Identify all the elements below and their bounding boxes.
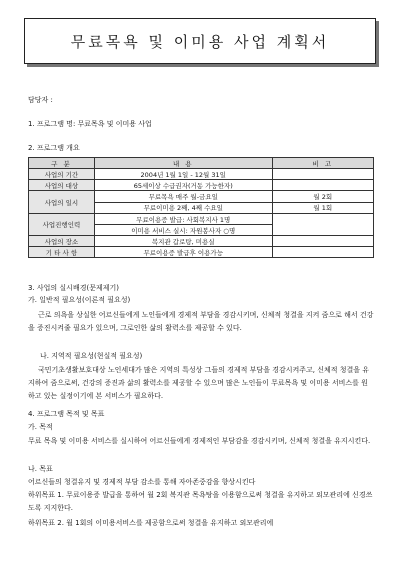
header-note: 비 고	[272, 158, 373, 169]
table-row	[29, 214, 374, 225]
header-category: 구 분	[29, 158, 95, 169]
section-4a-heading: 가. 목적	[28, 423, 53, 431]
row-category: 사업의 장소	[29, 236, 95, 247]
manager-label: 담당자 :	[28, 96, 53, 104]
row-content: 이미용 서비스 실시: 자원봉사자 ○명	[94, 225, 272, 236]
row-content: 무료목욕 매주 월-금요일	[94, 191, 272, 203]
section-3a-heading: 가. 일반적 필요성(이론적 필요성)	[28, 296, 131, 304]
table-row	[29, 191, 374, 203]
row-category: 사업의 일시	[29, 191, 95, 214]
row-category: 사업의 기간	[29, 169, 95, 180]
table-header-row	[29, 158, 374, 169]
row-note	[272, 247, 373, 258]
document-title: 무료목욕 및 이미용 사업 계획서	[70, 32, 330, 51]
table-row	[29, 169, 374, 180]
section-2-heading: 2. 프로그램 개요	[28, 144, 80, 152]
table-row	[29, 180, 374, 191]
section-3-heading: 3. 사업의 실시배경(문제제기)	[28, 284, 119, 292]
section-3a-body: 근로 의욕을 상실한 어르신들에게 노인들에게 경제적 부담을 경감시키며, 신체적 청결을 지켜 줌으로 해서 건강을 증진시켜줄 필요가 있으며, 그로인한 삶의 활력소를 제공할 수 있다.	[28, 311, 374, 332]
row-note	[272, 214, 373, 236]
section-4-heading: 4. 프로그램 목적 및 목표	[28, 410, 105, 418]
table-row	[29, 236, 374, 247]
section-3b-body: 국민기초생활보호대상 노인세대가 많은 지역의 특성상 그들의 경제적 부담을 경감시켜주고, 신체적 청결을 유지하여 줌으로써, 건강의 증진과 삶의 활력소를 제공할 수 있으며 많은 노인들이 무료목욕 및 이미용 서비스를 원하고 있는 실정이기에 본 서비스가 필요하다.	[28, 366, 369, 400]
title-box	[24, 18, 376, 64]
row-content: 무료이용증 발급: 사회복지사 1명	[94, 214, 272, 225]
header-content: 내 용	[94, 158, 272, 169]
row-note	[272, 180, 373, 191]
section-3b-heading: 나. 지역적 필요성(현실적 필요성)	[40, 352, 143, 360]
row-category: 사업진행인력	[29, 214, 95, 236]
row-note	[272, 236, 373, 247]
row-note: 월 2회	[272, 191, 373, 203]
row-content: 2004년 1월 1일 - 12월 31일	[94, 169, 272, 180]
row-category: 사업의 대상	[29, 180, 95, 191]
row-content: 무료이미용 2째, 4째 수요일	[94, 202, 272, 214]
row-content: 복지관 갑로탕, 미용실	[94, 236, 272, 247]
section-1-heading: 1. 프로그램 명: 무료목욕 및 이미용 사업	[28, 120, 152, 128]
row-content: 65세이상 수급권자(거동 가능한자)	[94, 180, 272, 191]
row-note: 월 1회	[272, 202, 373, 214]
row-note	[272, 169, 373, 180]
table-row	[29, 247, 374, 258]
section-4a-body: 무료 목욕 및 이미용 서비스를 실시하여 어르신들에게 경제적인 부담감을 경감시키며, 신체적 청결을 유지시킨다.	[28, 437, 371, 445]
row-category: 기 타 사 항	[29, 247, 95, 258]
sub-goal-1: 하위목표 1. 무료이용증 발급을 통하여 월 2회 복지관 목욕탕을 이용함으로써 청결을 유지하고 외모관리에 신경쓰도록 지지한다.	[28, 491, 373, 512]
program-overview-table	[28, 157, 374, 258]
section-4b-heading: 나. 목표	[28, 465, 53, 473]
row-content: 무료이용증 발급후 이용가능	[94, 247, 272, 258]
sub-goal-2: 하위목표 2. 월 1회의 이미용서비스를 제공함으로써 청결을 유지하고 외모관리에	[28, 519, 274, 527]
goal-line: 어르신들의 청결유지 및 경제적 부담 감소를 통해 자아존중감을 향상시킨다	[28, 478, 256, 486]
